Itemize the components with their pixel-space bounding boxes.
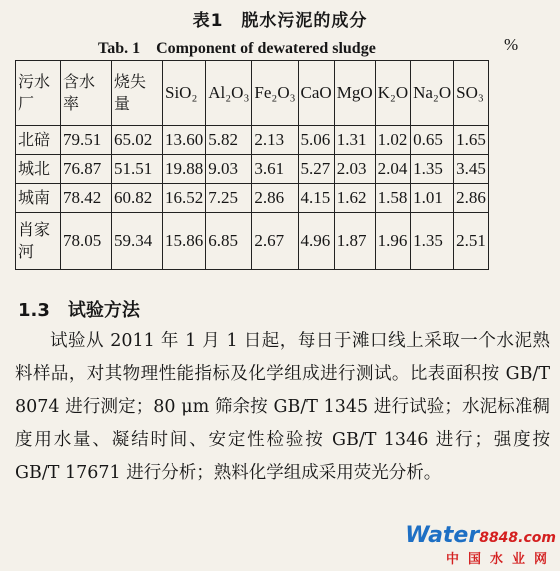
watermark-logo-number: 8848 xyxy=(479,530,519,546)
cell-value: 4.15 xyxy=(298,184,334,213)
header-sio2: SiO₂ xyxy=(163,61,206,126)
cell-value: 1.58 xyxy=(375,184,410,213)
cell-value: 51.51 xyxy=(112,155,163,184)
cell-value: 13.60 xyxy=(163,126,206,155)
site-watermark xyxy=(405,523,556,567)
cell-value: 1.35 xyxy=(411,155,454,184)
header-so3: SO₃ xyxy=(454,61,489,126)
cell-value: 2.86 xyxy=(252,184,298,213)
cell-value: 9.03 xyxy=(206,155,252,184)
header-plant: 污水厂 xyxy=(16,61,61,126)
cell-plant: 北碚 xyxy=(16,126,61,155)
table-row xyxy=(16,126,489,155)
cell-value: 2.51 xyxy=(454,213,489,270)
cell-value: 60.82 xyxy=(112,184,163,213)
header-k2o: K₂O xyxy=(375,61,410,126)
header-loss-on-ignition: 烧失量 xyxy=(112,61,163,126)
cell-value: 65.02 xyxy=(112,126,163,155)
section-heading: 1.3 试验方法 xyxy=(18,300,140,321)
table-header-row xyxy=(16,61,489,126)
cell-value: 5.82 xyxy=(206,126,252,155)
cell-value: 1.35 xyxy=(411,213,454,270)
cell-value: 1.01 xyxy=(411,184,454,213)
header-mgo: MgO xyxy=(334,61,375,126)
watermark-logo-text: Water xyxy=(405,523,480,548)
cell-value: 1.02 xyxy=(375,126,410,155)
cell-value: 3.45 xyxy=(454,155,489,184)
cell-value: 2.86 xyxy=(454,184,489,213)
cell-value: 1.65 xyxy=(454,126,489,155)
watermark-logo-suffix: .com xyxy=(518,530,556,546)
cell-value: 2.04 xyxy=(375,155,410,184)
cell-value: 1.87 xyxy=(334,213,375,270)
watermark-site-name: 中国水业网 xyxy=(445,552,556,567)
table-row xyxy=(16,213,489,270)
table-row xyxy=(16,155,489,184)
section-paragraph: 试验从 2011 年 1 月 1 日起，每日于滩口线上采取一个水泥熟料样品，对其物理性能指标及化学组成进行测试。比表面积按 GB/T 8074 进行测定；80 μm 筛余按 GB/T 1345 进行试验；水泥标准稠度用水量、凝结时间、安定性检验按 GB/T 1346 进行；强度按 GB/T 17671 进行分析；熟料化学组成采用荧光分析。 xyxy=(15,331,550,483)
cell-value: 59.34 xyxy=(112,213,163,270)
cell-value: 1.62 xyxy=(334,184,375,213)
header-cao: CaO xyxy=(298,61,334,126)
table-unit: % xyxy=(504,35,519,54)
cell-plant: 肖家河 xyxy=(16,213,61,270)
cell-value: 78.42 xyxy=(61,184,112,213)
cell-value: 1.96 xyxy=(375,213,410,270)
cell-value: 15.86 xyxy=(163,213,206,270)
sludge-component-table xyxy=(15,60,489,270)
watermark-logo xyxy=(405,523,556,548)
table-row xyxy=(16,184,489,213)
cell-value: 2.03 xyxy=(334,155,375,184)
cell-value: 7.25 xyxy=(206,184,252,213)
cell-value: 4.96 xyxy=(298,213,334,270)
cell-value: 1.31 xyxy=(334,126,375,155)
cell-value: 5.27 xyxy=(298,155,334,184)
header-fe2o3: Fe₂O₃ xyxy=(252,61,298,126)
table-title-cn: 表1 脱水污泥的成分 xyxy=(192,11,368,31)
header-water-content: 含水率 xyxy=(61,61,112,126)
cell-plant: 城南 xyxy=(16,184,61,213)
cell-value: 19.88 xyxy=(163,155,206,184)
cell-value: 76.87 xyxy=(61,155,112,184)
header-na2o: Na₂O xyxy=(411,61,454,126)
cell-value: 6.85 xyxy=(206,213,252,270)
cell-value: 2.67 xyxy=(252,213,298,270)
cell-plant: 城北 xyxy=(16,155,61,184)
cell-value: 79.51 xyxy=(61,126,112,155)
header-al2o3: Al₂O₃ xyxy=(206,61,252,126)
cell-value: 78.05 xyxy=(61,213,112,270)
cell-value: 5.06 xyxy=(298,126,334,155)
cell-value: 16.52 xyxy=(163,184,206,213)
cell-value: 3.61 xyxy=(252,155,298,184)
cell-value: 2.13 xyxy=(252,126,298,155)
cell-value: 0.65 xyxy=(411,126,454,155)
table-title-en: Tab. 1 Component of dewatered sludge xyxy=(98,40,376,57)
